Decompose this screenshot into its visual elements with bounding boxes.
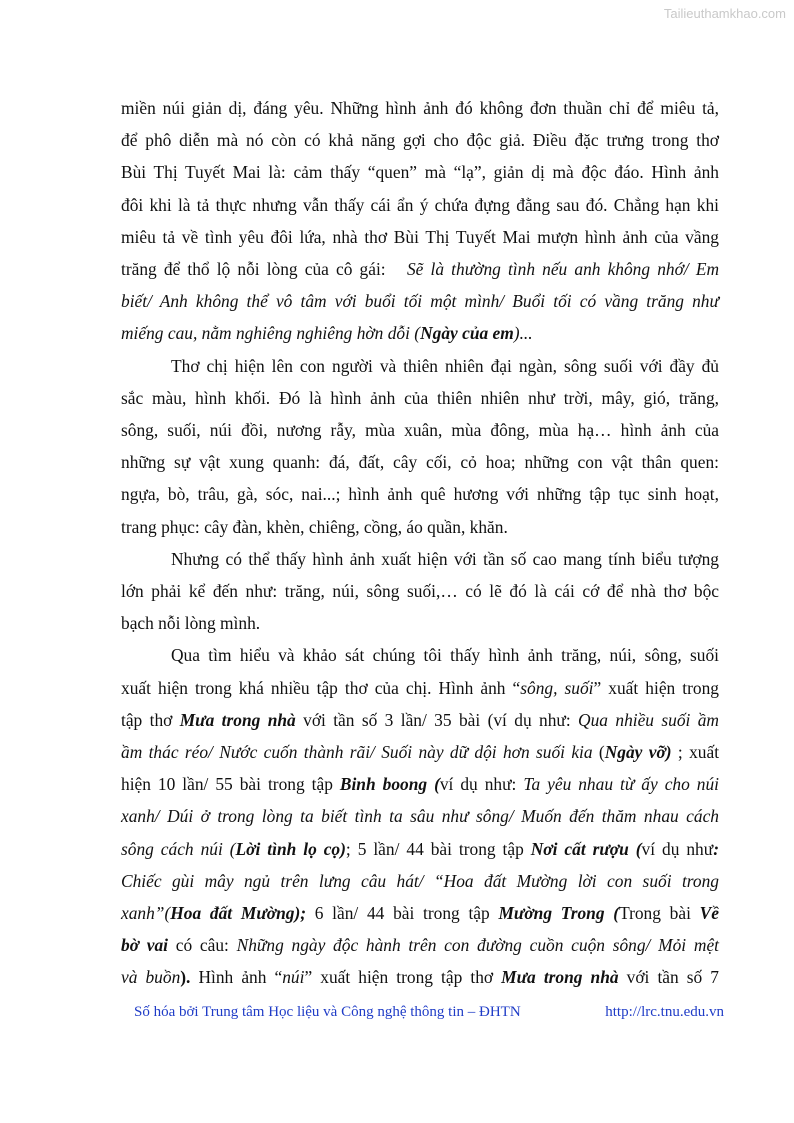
text-run: : (713, 838, 719, 859)
text-run: 6 lần/ 44 bài trong tập (306, 903, 499, 924)
text-line (121, 285, 719, 317)
quote-text: xanh/ Dúi ở trong lòng ta biết tình ta sâu như sông/ Muốn đến thăm nhau cách (121, 806, 719, 827)
text-run: có câu: (168, 935, 237, 956)
text-line (121, 768, 719, 800)
footer-url: http://lrc.tnu.edu.vn (605, 1004, 724, 1020)
text-run: ví dụ như: (439, 774, 524, 795)
text-run: ví dụ như (641, 838, 714, 859)
paragraph-1 (121, 92, 719, 350)
text-line (121, 929, 719, 961)
paragraph-2 (121, 350, 719, 543)
text-line (121, 253, 719, 285)
quote-text: xanh”( (121, 903, 171, 924)
poem-title: Hoa đất Mường); (170, 903, 307, 924)
text-line (121, 800, 719, 832)
text-run: với tần số 3 lần/ 35 bài (ví dụ như: (295, 709, 579, 730)
text-line: trang phục: cây đàn, khèn, chiêng, cồng, áo quần, khăn. (121, 516, 508, 537)
text-run: Trong bài (619, 903, 700, 924)
text-run: ( (592, 742, 605, 763)
text-line (121, 672, 719, 704)
text-run: ). (180, 967, 191, 988)
text-line (121, 961, 719, 993)
quote-text: Ta yêu nhau từ ấy cho núi (523, 774, 720, 795)
paragraph-4 (121, 639, 719, 993)
text-line: miêu tả về tình yêu đôi lứa, nhà thơ Bùi Thị Tuyết Mai mượn hình ảnh của vầng (121, 226, 719, 247)
quote-text: sông, suối (520, 677, 594, 698)
text-line (121, 833, 719, 865)
text-line (121, 897, 719, 929)
text-line: miền núi giản dị, đáng yêu. Những hình ảnh đó không đơn thuần chỉ để miêu tả, (121, 98, 719, 118)
text-line (121, 317, 719, 349)
text-line (121, 736, 719, 768)
watermark-text: Tailieuthamkhao.com (663, 6, 786, 21)
text-line: Thơ chị hiện lên con người và thiên nhiên đại ngàn, sông suối với đầy đủ (171, 355, 719, 376)
quote-text: )... (513, 323, 533, 344)
text-run: xuất hiện trong khá nhiều tập thơ của chị. Hình ảnh “ (121, 677, 521, 698)
quote-text: biết/ Anh không thể vô tâm với buổi tối một mình/ Buổi tối có vầng trăng như (121, 291, 719, 312)
collection-title: Mưa trong nhà (179, 709, 296, 730)
quote-text: ầm thác réo/ Nước cuốn thành rãi/ Suối này dữ dội hơn suối kia (121, 742, 593, 763)
poem-title: bờ vai (121, 935, 169, 956)
quote-text: và buồn (121, 967, 181, 988)
text-line: Nhưng có thể thấy hình ảnh xuất hiện với tần số cao mang tính biểu tượng (171, 548, 719, 569)
text-line (121, 865, 719, 897)
poem-title: Ngày vỡ) (604, 742, 672, 763)
text-line: ngựa, bò, trâu, gà, sóc, nai...; hình ảnh quê hương với những tập tục sinh hoạt, (121, 484, 719, 505)
text-run: ” xuất hiện trong (593, 677, 719, 698)
quote-text: Chiếc gùi mây ngủ trên lưng câu hát/ “Hoa đất Mường lời con suối trong (121, 870, 719, 891)
document-body (121, 92, 719, 994)
text-run: ; xuất (671, 742, 720, 763)
text-run: hiện 10 lần/ 55 bài trong tập (121, 774, 340, 795)
text-run: Hình ảnh “ (190, 967, 283, 988)
paragraph-3 (121, 543, 719, 640)
text-line: để phô diễn mà nó còn có khả năng gợi cho độc giả. Điều đặc trưng trong thơ (121, 130, 719, 151)
text-line: sắc màu, hình khối. Đó là hình ảnh của thiên nhiên như trời, mây, gió, trăng, (121, 387, 719, 408)
quote-text: sông cách núi ( (121, 838, 236, 859)
collection-title: Nơi cất rượu ( (530, 838, 642, 859)
text-line: bạch nỗi lòng mình. (121, 613, 261, 634)
text-run: ” xuất hiện trong tập thơ (304, 967, 502, 988)
collection-title: Mưa trong nhà (501, 967, 619, 988)
text-line: những sự vật xung quanh: đá, đất, cây cối, cỏ hoa; những con vật thân quen: (121, 452, 719, 473)
text-line: Qua tìm hiểu và khảo sát chúng tôi thấy hình ảnh trăng, núi, sông, suối (171, 645, 719, 666)
poem-title: Ngày của em (420, 323, 514, 344)
text-run: trăng để thổ lộ nỗi lòng của cô gái: (121, 259, 386, 280)
text-line: Bùi Thị Tuyết Mai là: cảm thấy “quen” mà “lạ”, giản dị mà độc đáo. Hình ảnh (121, 162, 719, 183)
text-line: lớn phải kể đến như: trăng, núi, sông suối,… có lẽ đó là cái cớ để nhà thơ bộc (121, 581, 719, 602)
quote-text: Qua nhiều suối ầm (578, 709, 719, 730)
text-run: với tần số 7 (618, 967, 719, 988)
text-line: sông, suối, núi đồi, nương rẫy, mùa xuân, mùa đông, mùa hạ… hình ảnh của (121, 420, 719, 441)
text-run: tập thơ (121, 709, 180, 730)
poem-title: Về (699, 903, 719, 924)
collection-title: Binh boong ( (339, 774, 440, 795)
quote-text: Sẽ là thường tình nếu anh không nhớ/ Em (406, 259, 719, 280)
text-line (121, 704, 719, 736)
text-line: đôi khi là tả thực nhưng vẫn thấy cái ẩn ý chứa đựng đằng sau đó. Chẳng hạn khi (121, 194, 719, 215)
footer-credit: Số hóa bởi Trung tâm Học liệu và Công nghệ thông tin – ĐHTN (134, 1004, 521, 1020)
quote-text: núi (282, 967, 305, 988)
quote-text: Những ngày độc hành trên con đường cuồn cuộn sông/ Mỏi mệt (236, 935, 719, 956)
quote-text: miếng cau, nằm nghiêng nghiêng hờn dỗi ( (121, 323, 421, 344)
text-run: ; 5 lần/ 44 bài trong tập (345, 838, 531, 859)
collection-title: Mường Trong ( (498, 903, 620, 924)
poem-title: Lời tình lọ cọ) (235, 838, 346, 859)
